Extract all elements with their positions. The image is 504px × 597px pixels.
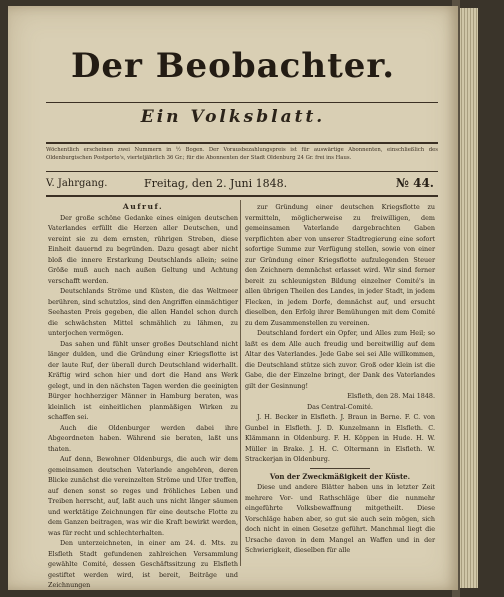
newspaper-page [8,6,458,590]
left-paragraph: Das sahen und fühlt unser großes Deutschland nicht länger dulden, und die Gründung einer Kriegsflotte ist der laute Ruf, der überall durch Deutschland widerhallt. Kräftig wird schon hier und dort die Hand ans Werk gelegt, und in den nächsten Tagen werden die geeinigten Bürger hochherziger Männer in Hamburg beraten, was kleinlich ist einheitlichen planmäßigen Wirken zu schaffen sei. [48,339,238,421]
issue-rule-top [46,171,438,172]
left-paragraph: Den unterzeichneten, in einer am 24. d. Mts. zu Elsfleth Stadt gefundenen zahlreichen Versammlung gewählte Comité, dessen Geschäftssitzung zu Elsfleth gestiftet werden wird, ist bereit, Beiträge und Zeichnungen [48,539,238,589]
right-paragraph: Deutschland fordert ein Opfer, und Alles zum Heil; so laßt es dem Alle auch freudig und bereitwillig auf dem Altar des Vaterlandes. Jede Gabe sei sei Alle willkommen, die Deutschland stütze sich zuvor. Groß oder klein ist die Gabe, die der Einzelne bringt, der Dank des Vaterlandes gilt der Gesinnung! [245,329,435,390]
article-text: Diese und andere Blätter haben uns in letzter Zeit mehrere Vor- und Rathschläge über die nunmehr eingeführte Volksbewaffnung mitgetheilt. Diese Vorschläge haben aber, so gut sie auch sein mögen, sich doch nicht in einen Gesetze geführt. Manchmal liegt die Ursache davon in dem Mangel an Waffen und in der Schwierigkeit, dieselben für alle [245,483,435,554]
subscription-notice: Wöchentlich erscheinen zwei Nummern in ½ Bogen. Der Vorausbezahlungspreis ist für auswärtige Abonnenten, einschließlich des Oldenburgischen Postporto's, vierteljährlich 36 Gr.; für die Abonnenten der Stadt Oldenburg 24 Gr. frei ins Haus. [46,147,438,161]
article-title: Von der Zweckmäßigkeit der Küste. [269,471,411,481]
column-divider [240,200,241,566]
issue-rule-bottom [46,195,438,197]
left-column [48,202,238,591]
left-paragraph: Der große schöne Gedanke eines einigen deutschen Vaterlandes erfüllt die Herzen aller Deutschen, und vereint sie zu dem ernsten, rührigen Streben, diese Einheit dauernd zu begründen. Dazu gesagt aber nicht bloß die innere Erstarkung Deutschlands allein; seine Größe muß auch nach außen Geltung und Achtung verschafft werden. [48,213,238,285]
right-paragraph: zur Gründung einer deutschen Kriegsflotte zu vermitteln, möglicherweise zu freiwilligen, dem gemeinsamen Vaterlande dargebrachten Gaben verpflichten aber von unserer Stadtregierung eine sofort sofortige Summe zur Verfügung stellen, sowie von einer zur Gründung einer Kriegsflotte aufzulegenden Steuer den Zeichnern demnächst erlasset wird. Wir sind ferner bereit zu schleunigsten Bildung einzelner Comité's in allen übrigen Theilen des Landes, in jeder Stadt, in jedem Flecken, in jedem Dorfe, demnächst auf, und ersucht dieselben, den Erfolg ihrer Bemühungen mit dem Comité zu dem Zusammenstellen zu vereinen. [245,203,435,327]
masthead-subtitle: Ein Volksblatt. [140,107,326,127]
left-paragraph: Auch die Oldenburger werden dabei ihre Abgeordneten haben. Während sie beraten, laßt uns thaten. [48,423,238,453]
place-date: Elsfleth, den 28. Mai 1848. [347,392,435,400]
right-column [245,202,435,556]
masthead-title: Der Beobachter. [70,46,396,86]
notice-rule-top [46,142,438,144]
masthead-rule [46,102,438,103]
left-paragraph: Auf denn, Bewohner Oldenburgs, die auch wir dem gemeinsamen deutschen Vaterlande angehören, deren Blicke zunächst die vereinzelten Ströme und Ufer treffen, auf denen sonst so reges und fröhliches Leben und Treiben herrscht, auf, laßt auch uns nicht länger säumen und werktätige Zeichnungen für eine deutsche Flotte zu dem Ganzen beitragen, was wir die Kraft bewirkt werden, was für recht und schlechterhalten. [48,455,238,537]
committee-title: Das Central-Comité. [307,402,373,411]
committee-members: J. H. Becker in Elsfleth. J. Braun in Berne. F. C. von Gunbel in Elsfleth. J. D. Kunzelmann in Elsfleth. C. Klämmann in Oldenburg. F. H. Köppen in Hude. H. W. Müller in Brake. J. H. C. Oltermann in Elsfleth. W. Strackerjan in Oldenburg. [245,413,435,463]
section-divider [310,468,370,469]
issue-date: Freitag, den 2. Juni 1848. [144,177,288,190]
appeal-heading: Aufruf. [122,202,164,211]
issue-year: V. Jahrgang. [46,178,108,189]
left-paragraph: Deutschlands Ströme und Küsten, die das Weltmeer berühren, sind schutzlos, sind den Angriffen einmächtiger Seehasten Preis gegeben, die allen Handel schon durch die schwächsten Mittel schmählich zu lähmen, zu unterjochen vermögen. [48,287,238,337]
issue-info-row [46,177,438,193]
issue-number: № 44. [395,176,434,190]
